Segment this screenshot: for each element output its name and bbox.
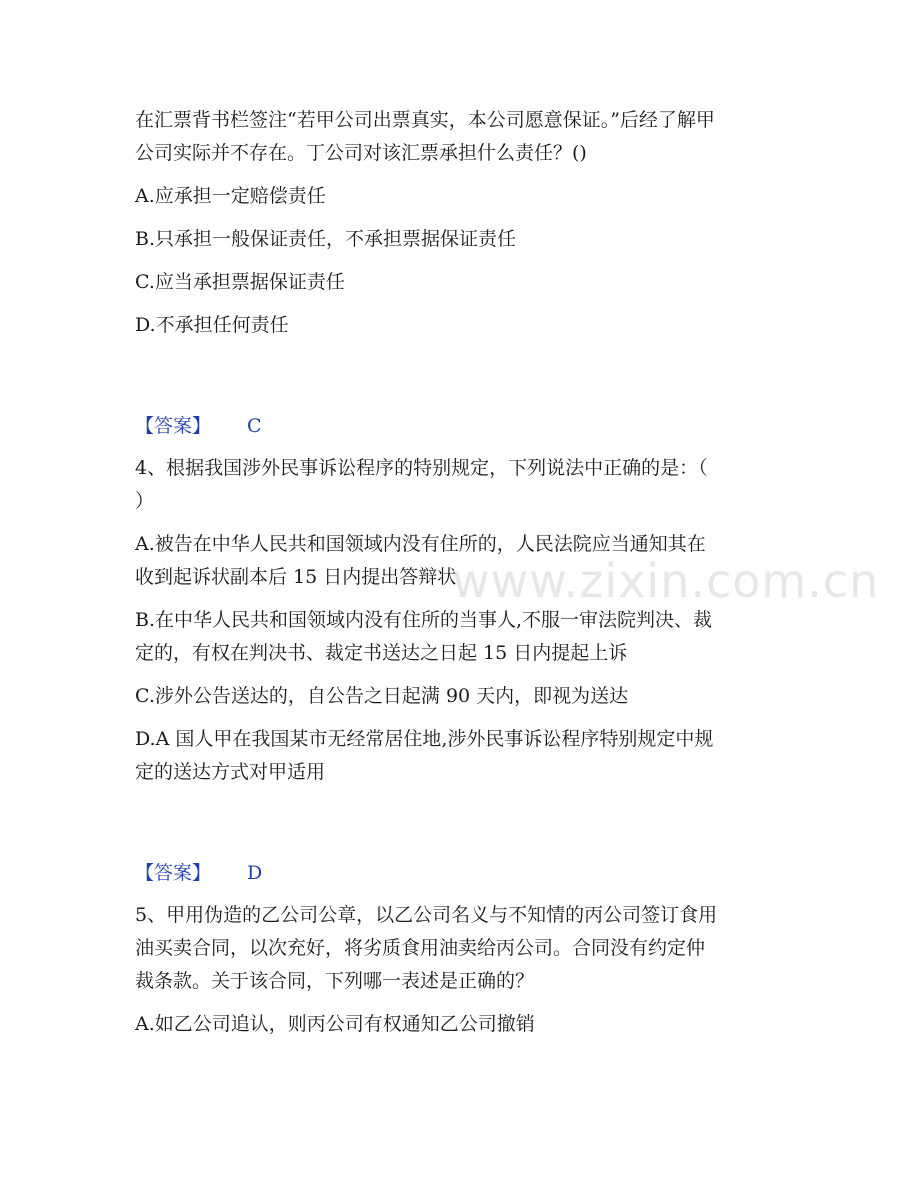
q4-option-b-line-1: B.在中华人民共和国领域内没有住所的当事人,不服一审法院判决、裁 xyxy=(135,609,713,631)
q3-answer-label: 【答案】 xyxy=(135,415,212,437)
q4-answer xyxy=(135,857,795,890)
q5-stem-line-2: 油买卖合同，以次充好，将劣质食用油卖给丙公司。合同没有约定仲 xyxy=(135,937,706,959)
q4-stem-line-2: ） xyxy=(135,490,155,512)
q3-option-a: A.应承担一定赔偿责任 xyxy=(135,185,326,207)
q3-option-b: B.只承担一般保证责任，不承担票据保证责任 xyxy=(135,228,517,250)
q3-stem-line-2: 公司实际并不存在。丁公司对该汇票承担什么责任？() xyxy=(135,142,587,164)
q3-answer-value: C xyxy=(247,415,262,437)
watermark-text: www.zixin.com.cn xyxy=(452,554,880,608)
document-page xyxy=(135,104,795,1041)
q5-stem-line-1: 5、甲用伪造的乙公司公章，以乙公司名义与不知情的丙公司签订食用 xyxy=(135,904,718,926)
q4-answer-label: 【答案】 xyxy=(135,862,212,884)
q4-option-b-line-2: 定的，有权在判决书、裁定书送达之日起 15 日内提起上诉 xyxy=(135,642,628,664)
q4-option-d-line-2: 定的送达方式对甲适用 xyxy=(135,761,326,783)
q3-stem-line-1: 在汇票背书栏签注“若甲公司出票真实，本公司愿意保证。”后经了解甲 xyxy=(135,109,715,131)
q5-option-a: A.如乙公司追认，则丙公司有权通知乙公司撤销 xyxy=(135,1013,535,1035)
q4-option-c: C.涉外公告送达的，自公告之日起满 90 天内，即视为送达 xyxy=(135,685,629,707)
q4-option-a-line-2: 收到起诉状副本后 15 日内提出答辩状 xyxy=(135,566,457,588)
q4-answer-value: D xyxy=(247,862,263,884)
q3-answer xyxy=(135,410,795,443)
q4-option-d-line-1: D.A 国人甲在我国某市无经常居住地,涉外民事诉讼程序特别规定中规 xyxy=(135,728,714,750)
q4-stem-line-1: 4、根据我国涉外民事诉讼程序的特别规定，下列说法中正确的是：（ xyxy=(135,457,708,479)
q3-option-d: D.不承担任何责任 xyxy=(135,314,289,336)
q5-stem-line-3: 裁条款。关于该合同，下列哪一表述是正确的？ xyxy=(135,970,535,992)
q4-option-a-line-1: A.被告在中华人民共和国领域内没有住所的，人民法院应当通知其在 xyxy=(135,533,706,555)
q3-option-c: C.应当承担票据保证责任 xyxy=(135,271,345,293)
